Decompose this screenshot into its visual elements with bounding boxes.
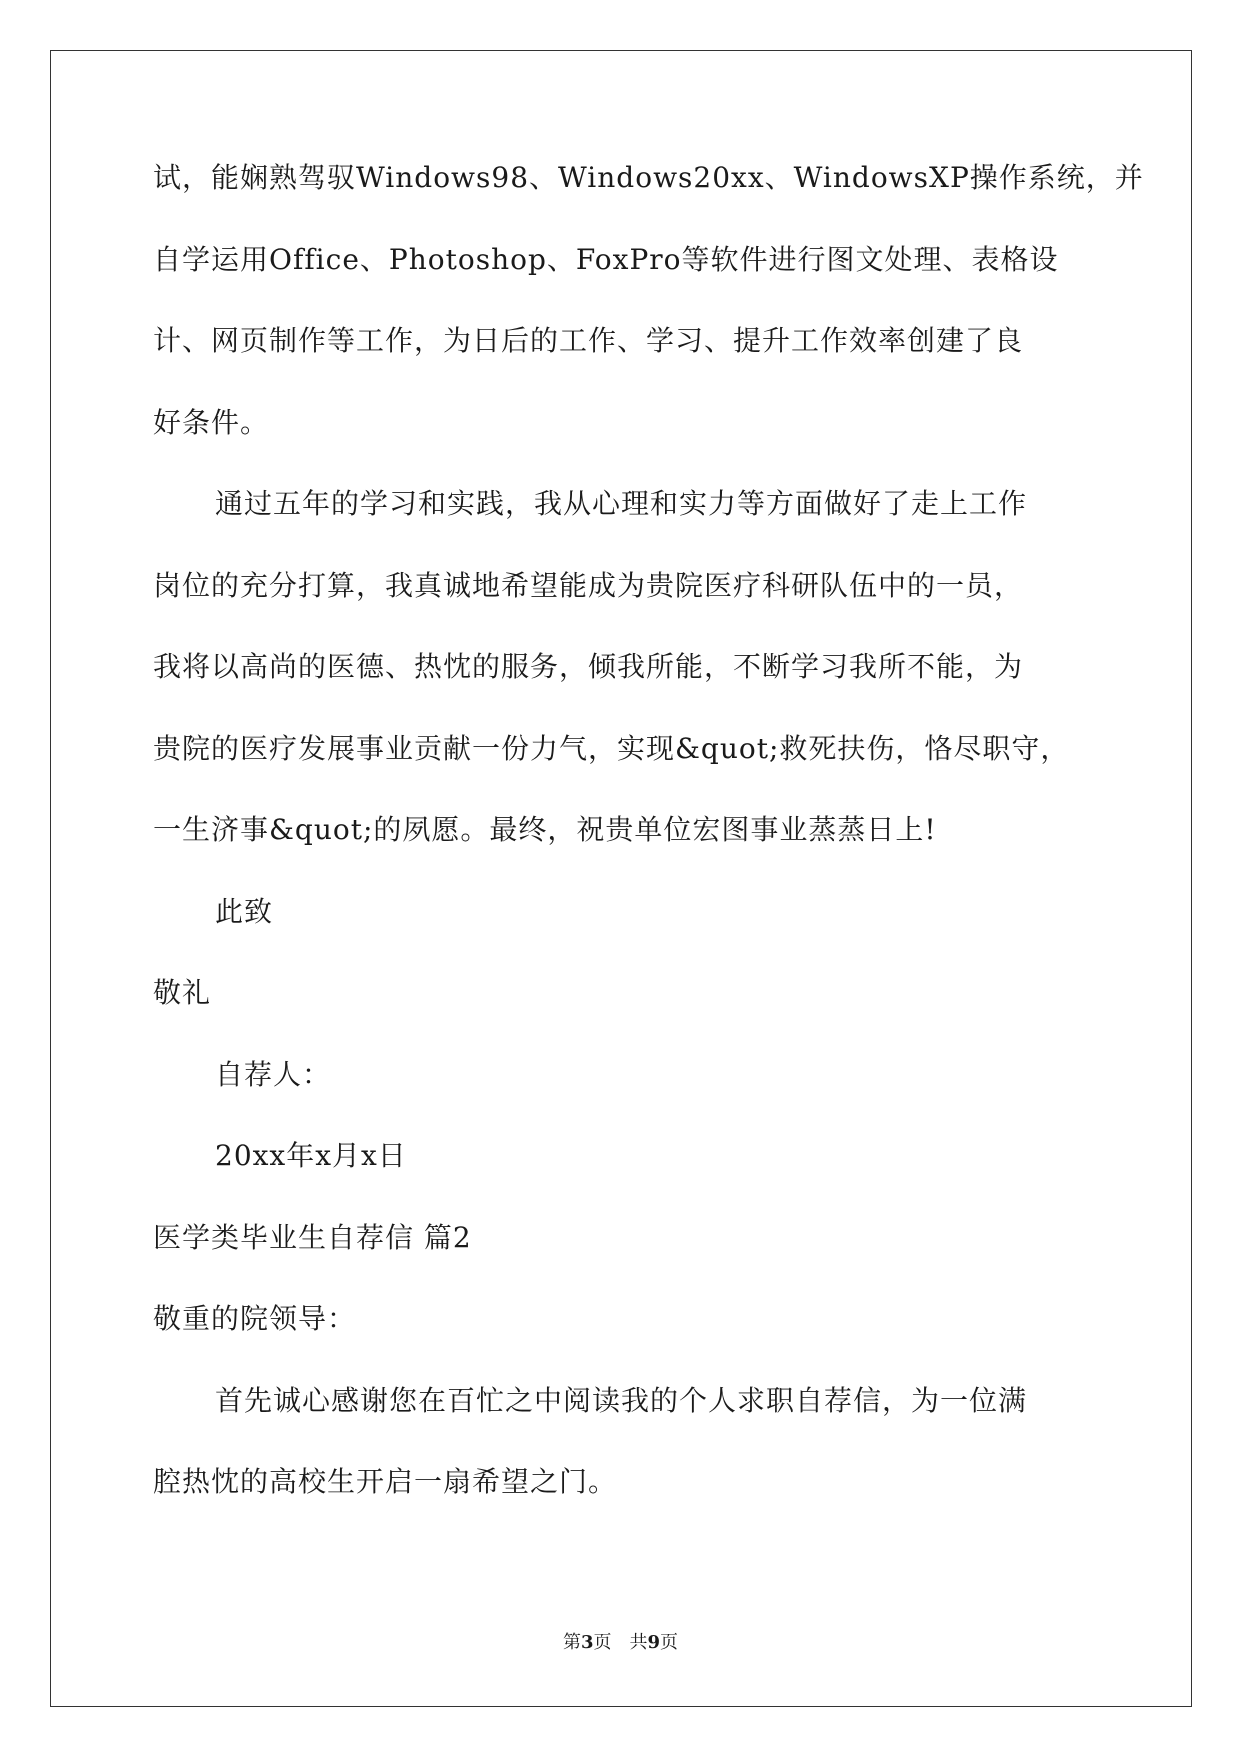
text-line: 岗位的充分打算，我真诚地希望能成为贵院医疗科研队伍中的一员， xyxy=(153,568,1024,602)
text-line: 好条件。 xyxy=(153,405,270,439)
signature-label: 自荐人： xyxy=(215,1057,332,1091)
text-line: 腔热忱的高校生开启一扇希望之门。 xyxy=(153,1465,618,1498)
date-line: 20xx年x月x日 xyxy=(215,1139,407,1172)
text-line: 计、网页制作等工作，为日后的工作、学习、提升工作效率创建了良 xyxy=(153,324,1024,357)
page-current: 3 xyxy=(580,1632,594,1653)
page-total: 9 xyxy=(647,1632,661,1653)
text-line: 我将以高尚的医德、热忱的服务，倾我所能，不断学习我所不能，为 xyxy=(153,650,1024,683)
document-body xyxy=(153,161,1144,1548)
text-line: 首先诚心感谢您在百忙之中阅读我的个人求职自荐信，为一位满 xyxy=(215,1383,1028,1417)
greeting: 敬重的院领导： xyxy=(153,1302,357,1335)
text-line: 试，能娴熟驾驭Windows98、Windows20xx、WindowsXP操作系统，并 xyxy=(153,161,1144,194)
total-prefix: 共 xyxy=(629,1632,648,1653)
text-line: 通过五年的学习和实践，我从心理和实力等方面做好了走上工作 xyxy=(215,487,1028,520)
closing-phrase: 此致 xyxy=(215,894,274,928)
total-suffix: 页 xyxy=(660,1632,679,1653)
text-line: 一生济事&quot;的夙愿。最终，祝贵单位宏图事业蒸蒸日上! xyxy=(153,813,937,846)
salutation-closing: 敬礼 xyxy=(153,976,212,1009)
page-prefix: 第 xyxy=(562,1632,581,1653)
page-mid: 页 xyxy=(593,1632,612,1653)
page-footer xyxy=(0,1632,1241,1654)
text-line: 自学运用Office、Photoshop、FoxPro等软件进行图文处理、表格设 xyxy=(153,242,1059,276)
section-heading: 医学类毕业生自荐信 篇2 xyxy=(153,1220,472,1254)
text-line: 贵院的医疗发展事业贡献一份力气，实现&quot;救死扶伤，恪尽职守， xyxy=(153,731,1070,765)
